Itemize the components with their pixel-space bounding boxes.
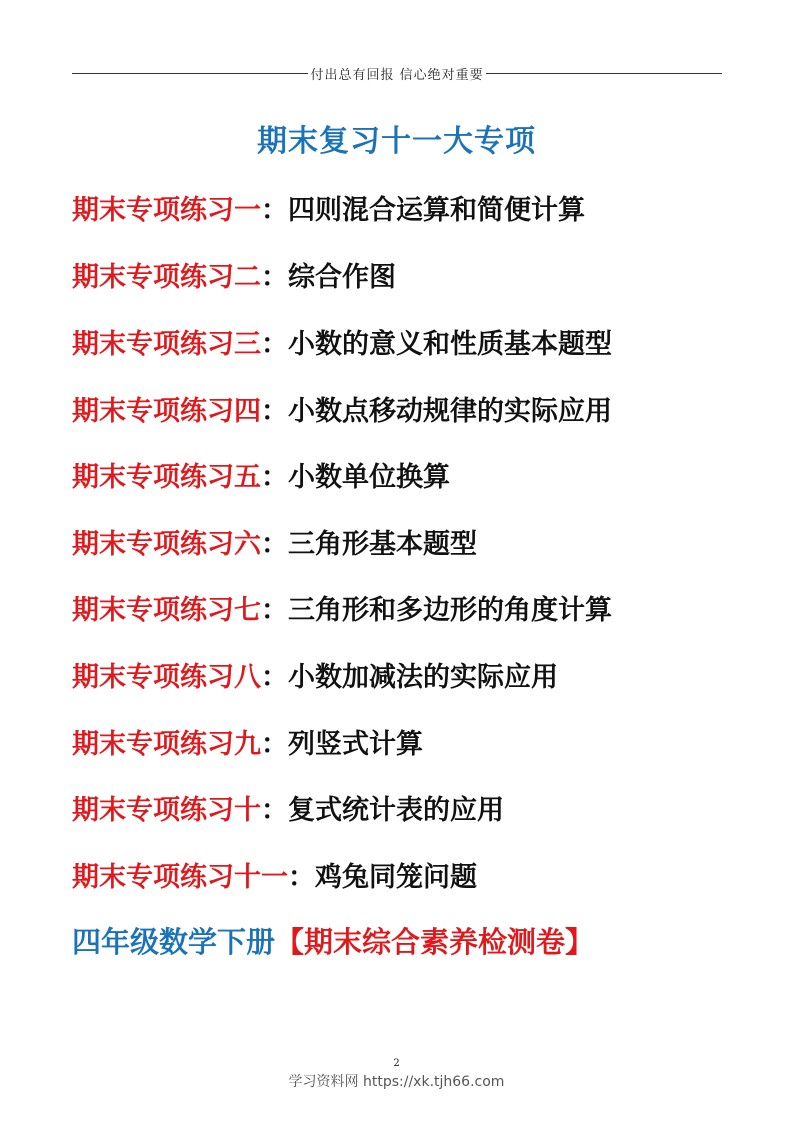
item-topic: 鸡兔同笼问题 — [315, 862, 477, 893]
item-label: 期末专项练习九 — [72, 729, 261, 760]
list-item — [72, 588, 612, 627]
item-colon: ： — [261, 396, 288, 427]
item-colon: ： — [261, 595, 288, 626]
item-topic: 小数的意义和性质基本题型 — [288, 329, 612, 360]
page-header — [72, 62, 722, 84]
item-topic: 四则混合运算和简便计算 — [288, 195, 585, 226]
item-topic: 综合作图 — [288, 262, 396, 293]
item-colon: ： — [261, 795, 288, 826]
item-colon: ： — [261, 329, 288, 360]
header-motto: 付出总有回报 信心绝对重要 — [310, 67, 484, 83]
item-label: 期末专项练习六 — [72, 529, 261, 560]
item-label: 期末专项练习二 — [72, 262, 261, 293]
item-label: 期末专项练习十一 — [72, 862, 288, 893]
item-colon: ： — [288, 862, 315, 893]
header-rule-right — [486, 73, 722, 74]
item-colon: ： — [261, 262, 288, 293]
item-colon: ： — [261, 195, 288, 226]
item-label: 期末专项练习一 — [72, 195, 261, 226]
item-colon: ： — [261, 729, 288, 760]
list-item — [72, 455, 450, 494]
page-number: 2 — [393, 1058, 400, 1069]
source-watermark: 学习资料网 https://xk.tjh66.com — [288, 1074, 505, 1090]
item-label: 期末专项练习七 — [72, 595, 261, 626]
list-item — [72, 188, 585, 227]
list-item — [72, 255, 396, 294]
item-label: 期末专项练习三 — [72, 329, 261, 360]
list-item — [72, 855, 477, 894]
list-item — [72, 322, 612, 361]
item-topic: 小数单位换算 — [288, 462, 450, 493]
item-topic: 三角形基本题型 — [288, 529, 477, 560]
header-rule-left — [72, 73, 308, 74]
list-item — [72, 522, 477, 561]
item-topic: 小数加减法的实际应用 — [288, 662, 558, 693]
list-item — [72, 788, 504, 827]
item-label: 期末专项练习八 — [72, 662, 261, 693]
exam-paper-link[interactable] — [72, 920, 594, 961]
promo-paper-title: 【期末综合素养检测卷】 — [275, 925, 595, 959]
item-topic: 三角形和多边形的角度计算 — [288, 595, 612, 626]
item-colon: ： — [261, 529, 288, 560]
item-label: 期末专项练习四 — [72, 396, 261, 427]
list-item — [72, 722, 423, 761]
item-topic: 列竖式计算 — [288, 729, 423, 760]
item-topic: 复式统计表的应用 — [288, 795, 504, 826]
item-topic: 小数点移动规律的实际应用 — [288, 396, 612, 427]
page-title: 期末复习十一大专项 — [257, 124, 536, 159]
item-label: 期末专项练习五 — [72, 462, 261, 493]
item-colon: ： — [261, 662, 288, 693]
item-label: 期末专项练习十 — [72, 795, 261, 826]
list-item — [72, 389, 612, 428]
list-item — [72, 655, 558, 694]
item-colon: ： — [261, 462, 288, 493]
promo-grade: 四年级数学下册 — [72, 925, 276, 959]
